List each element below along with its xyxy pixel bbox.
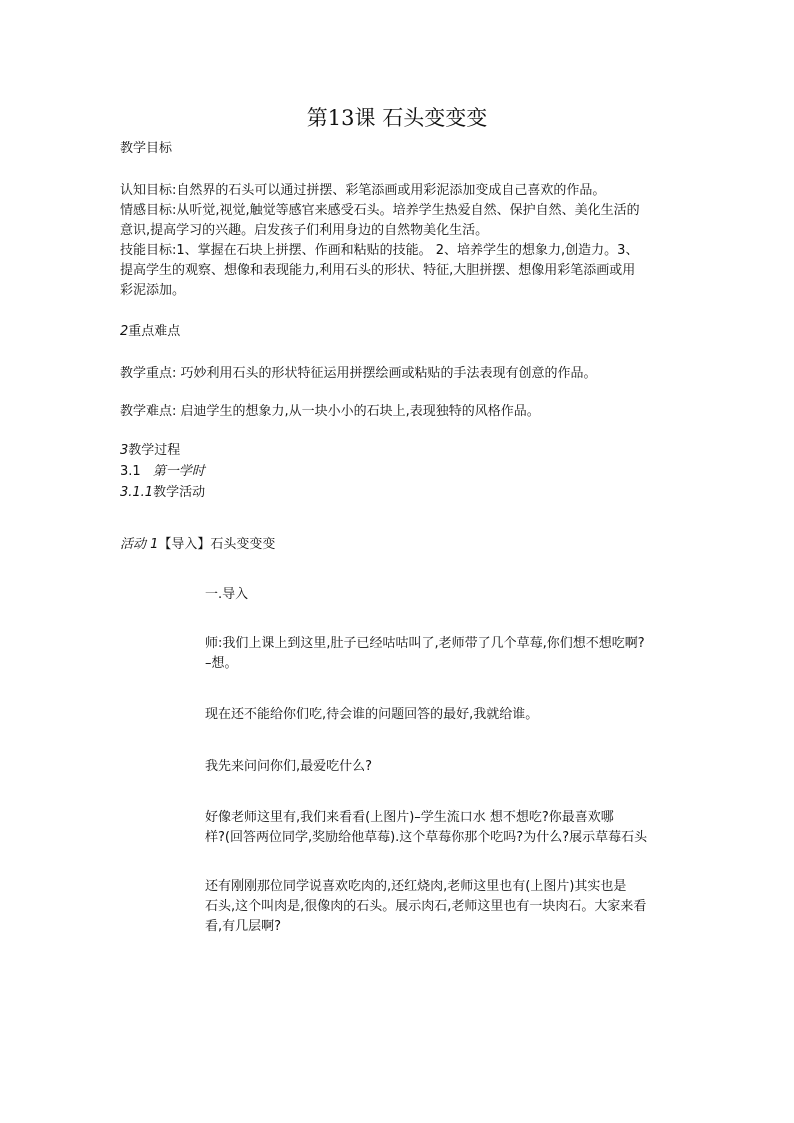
- paragraph-5-line-1: 还有刚刚那位同学说喜欢吃肉的,还红烧肉,老师这里也有(上图片)其实也是: [205, 879, 627, 894]
- activity-heading: [120, 535, 275, 554]
- key-points-label: 重点难点: [128, 324, 181, 339]
- paragraph-3: 我先来问问你们,最爱吃什么?: [205, 759, 373, 774]
- emotion-objective-line-2: 意识,提高学习的兴趣。启发孩子们利用身边的自然物美化生活。: [120, 223, 489, 238]
- intro-heading: 一.导入: [205, 587, 249, 602]
- process-label: 教学过程: [128, 443, 181, 458]
- section-3-1-1-label: 教学活动: [153, 485, 206, 500]
- paragraph-1: [205, 634, 685, 674]
- paragraph-5: [205, 877, 685, 937]
- skill-objective-line-3: 彩泥添加。: [120, 283, 186, 298]
- paragraph-1-line-1: 师:我们上课上到这里,肚子已经咕咕叫了,老师带了几个草莓,你们想不想吃啊?: [205, 636, 645, 651]
- activity-name: 石头变变变: [210, 537, 276, 552]
- section-3-1-label: 第一学时: [152, 464, 205, 479]
- cognitive-objective: 认知目标:自然界的石头可以通过拼摆、彩笔添画或用彩泥添加变成自己喜欢的作品。: [120, 183, 606, 198]
- process-heading: [120, 441, 180, 460]
- objectives-block: [120, 181, 680, 301]
- lesson-title: 第13课 石头变变变: [306, 106, 488, 130]
- paragraph-5-line-3: 看,有几层啊?: [205, 919, 282, 934]
- paragraph-4: [205, 808, 685, 848]
- paragraph-4-line-2: 样?(回答两位同学,奖励给他草莓).这个草莓你那个吃吗?为什么?展示草莓石头: [205, 830, 648, 845]
- activity-prefix: 活动 1: [120, 537, 159, 552]
- paragraph-1-line-2: –想。: [205, 656, 238, 671]
- skill-objective-line-2: 提高学生的观察、想像和表现能力,利用石头的形状、特征,大胆拼摆、想像用彩笔添画或用: [120, 263, 636, 278]
- teaching-key-point: 教学重点: 巧妙利用石头的形状特征运用拼摆绘画或粘贴的手法表现有创意的作品。: [120, 366, 597, 381]
- key-points-heading: [120, 322, 180, 341]
- emotion-objective-line-1: 情感目标:从听觉,视觉,触觉等感官来感受石头。培养学生热爱自然、保护自然、美化生活的: [120, 203, 640, 218]
- objectives-heading: 教学目标: [120, 141, 173, 156]
- section-3-1-1: [120, 483, 205, 502]
- section-3-1-number: 3.1: [120, 464, 141, 479]
- section-3-1: [120, 462, 205, 481]
- paragraph-5-line-2: 石头,这个叫肉是,很像肉的石头。展示肉石,老师这里也有一块肉石。大家来看: [205, 899, 647, 914]
- skill-objective-line-1: 技能目标:1、掌握在石块上拼摆、作画和粘贴的技能。 2、培养学生的想象力,创造力。3、: [120, 243, 639, 258]
- paragraph-2: 现在还不能给你们吃,待会谁的问题回答的最好,我就给谁。: [205, 707, 539, 722]
- process-number: 3: [120, 443, 129, 458]
- section-3-1-1-number: 3.1.1: [120, 485, 154, 500]
- key-points-number: 2: [120, 324, 129, 339]
- teaching-difficulty: 教学难点: 启迪学生的想象力,从一块小小的石块上,表现独特的风格作品。: [120, 404, 540, 419]
- paragraph-4-line-1: 好像老师这里有,我们来看看(上图片)–学生流口水 想不想吃?你最喜欢哪: [205, 810, 614, 825]
- activity-bracket: 【导入】: [158, 537, 211, 552]
